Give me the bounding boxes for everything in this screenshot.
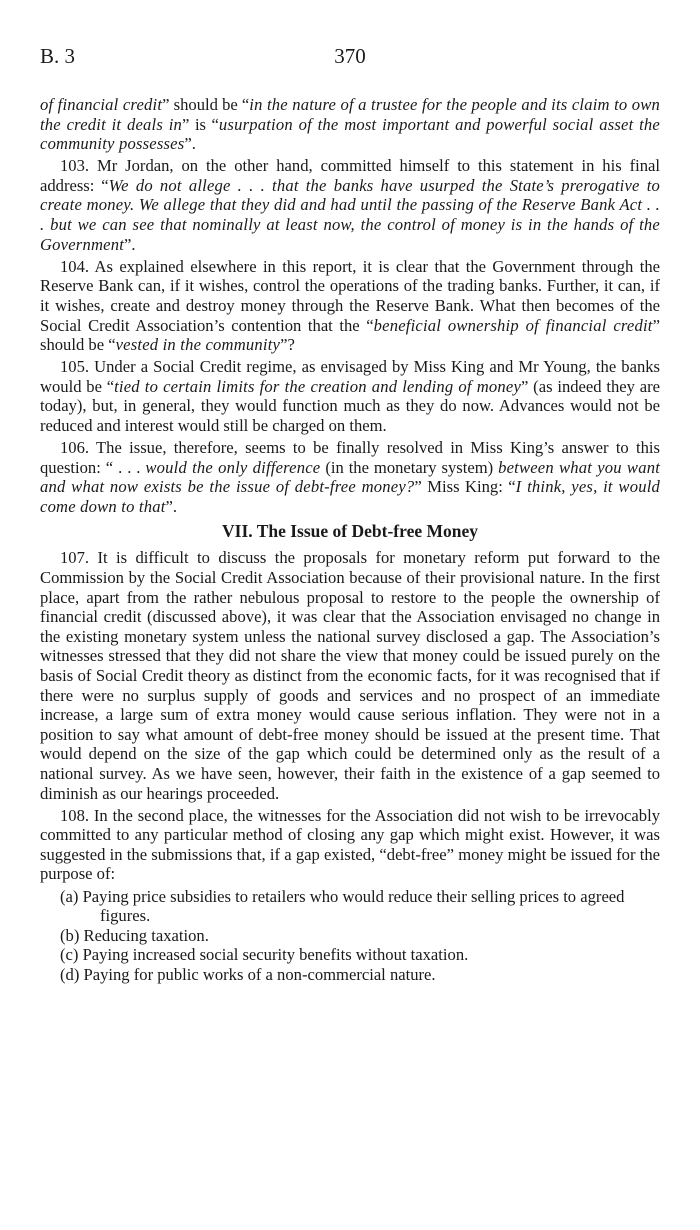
italic-quote: tied to certain limits for the creation and lending of money (114, 376, 522, 396)
italic-quote: of financial credit (40, 95, 163, 114)
text-run: ” should be “ (162, 95, 250, 114)
list-item (40, 965, 660, 985)
paragraph (40, 548, 660, 803)
list-item (40, 926, 660, 946)
paragraph (40, 806, 660, 884)
text-run: 108. In the second place, the witnesses for the Association did not wish to be irrevocably committed to any particular method of closing any gap which might exist. However, it was suggested in the submissions that, if a gap existed, “debt-free” money might be issued for the purpose of: (40, 805, 660, 884)
text-run: ” (as indeed they are today), but, in general, they would function much as they do now. Advances would not be reduced and interest would still be charged on them. (40, 376, 660, 435)
text-run: ”. (124, 234, 136, 254)
section-heading (40, 520, 660, 542)
text-run: (in the monetary system) (320, 457, 499, 477)
text-run: ” is “ (182, 114, 219, 134)
text-run: ” Miss King: “ (414, 477, 516, 497)
document-body (40, 95, 660, 985)
text-run: (b) Reducing taxation. (60, 925, 209, 945)
text-run: 105. Under a Social Credit regime, as envisaged by Miss King and Mr Young, the banks would be “ (40, 357, 660, 396)
text-run: 106. The issue, therefore, seems to be finally resolved in Miss King’s answer to this question: “ . . . (40, 438, 660, 477)
text-run: 107. It is difficult to discuss the proposals for monetary reform put forward to the Commission by the Social Credit Association because of their provisional nature. In the first place, apart from the rather nebulous proposal to restore to the people the ownership of financial credit (discussed above), it was clear that the Association envisaged no change in the existing monetary system unless the national survey disclosed a gap. The Association’s witnesses stressed that they did not share the view that money could be issued purely on the basis of Social Credit theory as distinct from the economic facts, for it was recognised that if there were no surplus supply of goods and services and no prospect of an immediate increase, a large sum of extra money would cause serious inflation. They were not in a position to say what amount of debt-free money should be issued at the present time. That would depend on the size of the gap which could be determined only as the result of a national survey. As we have seen, however, their faith in the existence of a gap seemed to diminish as our hearings proceeded. (40, 548, 660, 803)
paragraph (40, 257, 660, 355)
paragraph (40, 357, 660, 435)
paragraph (40, 156, 660, 254)
italic-quote: We do not allege . . . that the banks have usurped the State’s prerogative to create money. We allege that they did and had until the passing of the Reserve Bank Act . . . but we can see that nominally at least now, the control of money is in the hands of the Government (40, 175, 661, 254)
text-run: (d) Paying for public works of a non-commercial nature. (60, 964, 436, 984)
page-header (40, 44, 660, 70)
italic-quote: beneficial ownership of financial credit (373, 315, 653, 335)
text-run: ”. (184, 134, 196, 154)
text-run: ”? (280, 335, 295, 355)
section-label: B. 3 (40, 44, 76, 68)
italic-quote: usurpation of the most important and powerful social asset the community possesses (40, 114, 660, 154)
list-item (40, 887, 660, 926)
italic-quote: between what you want and what now exists be the issue of debt-free money? (40, 457, 660, 497)
text-run: (c) Paying increased social security benefits without taxation. (60, 945, 469, 965)
text-run: ” should be “ (40, 315, 660, 355)
text-run: VII. The Issue of Debt-free Money (222, 521, 478, 542)
italic-quote: in the nature of a trustee for the people and its claim to own the credit it deals in (40, 95, 661, 134)
italic-quote: vested in the community (115, 335, 281, 355)
italic-quote: I think, yes, it would come down to that (40, 477, 660, 516)
text-run: ”. (165, 496, 178, 516)
page-number: 370 (334, 44, 366, 68)
text-run: 104. As explained elsewhere in this report, it is clear that the Government through the Reserve Bank can, if it wishes, control the operations of the trading banks. Further, it can, if it wishes, create and destroy money through the Reserve Bank. What then becomes of the Social Credit Association’s contention that the “ (40, 256, 660, 335)
text-run: (a) Paying price subsidies to retailers who would reduce their selling prices to agreed figures. (60, 886, 625, 926)
text-run: 103. Mr Jordan, on the other hand, committed himself to this statement in his final address: “ (40, 156, 660, 195)
paragraph (40, 95, 660, 154)
paragraph (40, 438, 660, 516)
italic-quote: would the only difference (145, 457, 321, 477)
list-item (40, 945, 660, 965)
